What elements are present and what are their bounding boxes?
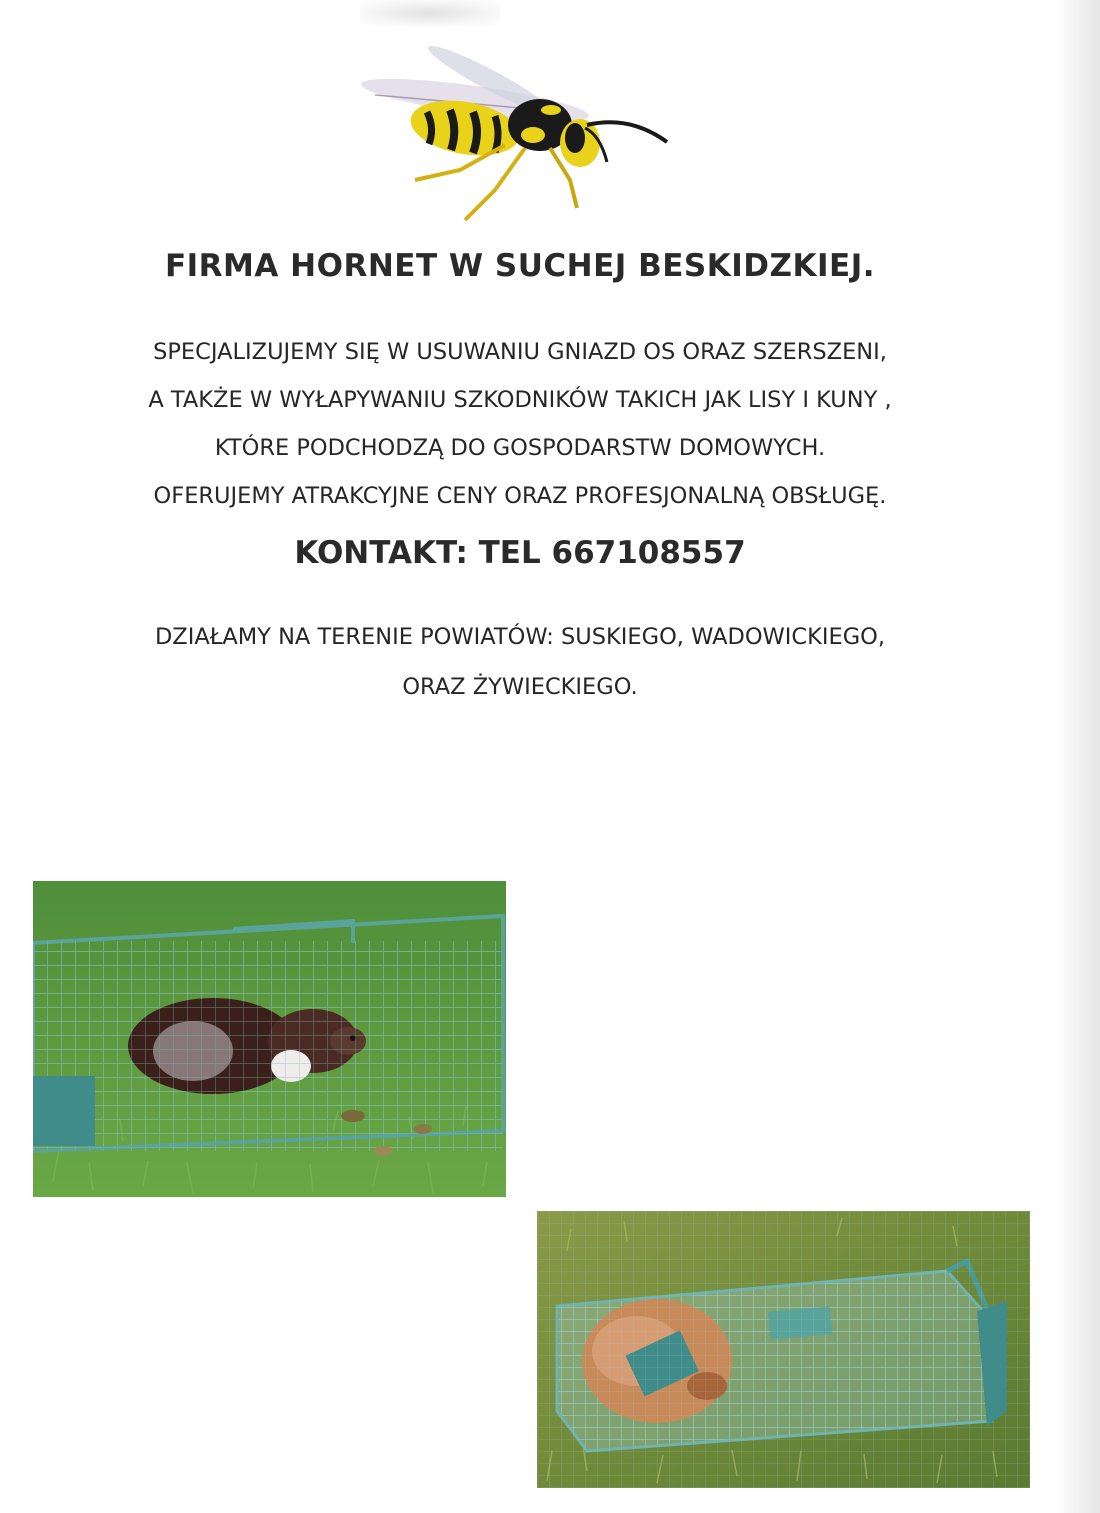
description-line: SPECJALIZUJEMY SIĘ W USUWANIU GNIAZD OS ORAZ SZERSZENI,	[153, 339, 887, 365]
description-line: OFERUJEMY ATRAKCYJNE CENY ORAZ PROFESJONALNĄ OBSŁUGĘ.	[153, 483, 887, 509]
company-title: FIRMA HORNET W SUCHEJ BESKIDZKIEJ.	[164, 248, 876, 284]
service-area	[0, 612, 1040, 712]
fox-trap-photo	[537, 1211, 1030, 1488]
wasp-image	[355, 40, 685, 225]
description-line: KTÓRE PODCHODZĄ DO GOSPODARSTW DOMOWYCH.	[214, 435, 826, 461]
service-description	[0, 328, 1040, 520]
marten-trap-photo	[33, 881, 506, 1197]
contact-phone: KONTAKT: TEL 667108557	[294, 535, 746, 571]
description-line: A TAKŻE W WYŁAPYWANIU SZKODNIKÓW TAKICH JAK LISY I KUNY ,	[148, 387, 892, 413]
area-line: ORAZ ŻYWIECKIEGO.	[402, 674, 638, 700]
scan-edge	[1072, 0, 1100, 1513]
area-line: DZIAŁAMY NA TERENIE POWIATÓW: SUSKIEGO, WADOWICKIEGO,	[154, 624, 886, 650]
scan-smudge	[360, 0, 500, 26]
